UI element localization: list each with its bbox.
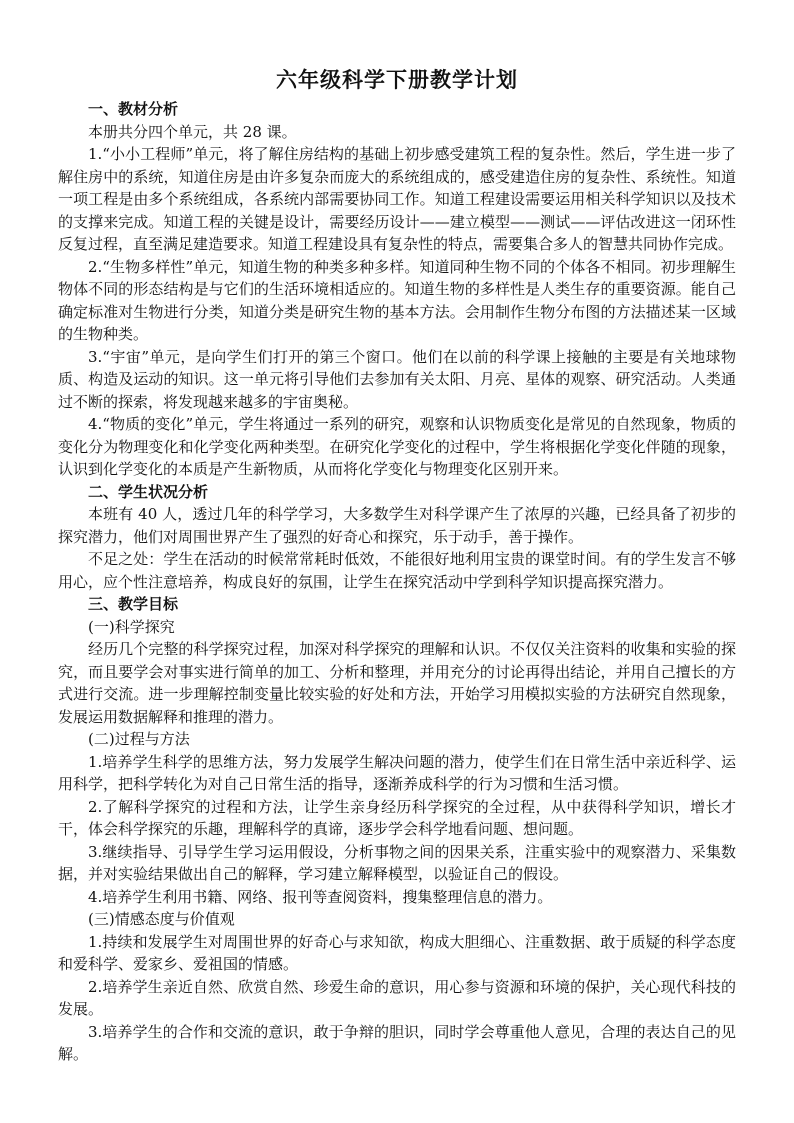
- paragraph: 3.继续指导、引导学生学习运用假设，分析事物之间的因果关系，注重实验中的观察潜力、采集数据，并对实验结果做出自己的解释，学习建立解释模型，以验证自己的假设。: [58, 842, 736, 883]
- paragraph: 本册共分四个单元，共 28 课。: [88, 122, 297, 141]
- subsection-heading-process: (二)过程与方法: [88, 730, 190, 748]
- paragraph: 1.培养学生科学的思维方法，努力发展学生解决问题的潜力，使学生们在日常生活中亲近科学、运用科学，把科学转化为对自己日常生活的指导，逐渐养成科学的行为习惯和生活习惯。: [58, 752, 736, 793]
- paragraph: 2.了解科学探究的过程和方法，让学生亲身经历科学探究的全过程，从中获得科学知识，增长才干，体会科学探究的乐趣，理解科学的真谛，逐步学会科学地看问题、想问题。: [58, 797, 736, 838]
- paragraph: 4.“物质的变化”单元，学生将通过一系列的研究，观察和认识物质变化是常见的自然现象，物质的变化分为物理变化和化学变化两种类型。在研究化学变化的过程中，学生将根据化学变化伴随的现象，认识到化学变化的本质是产生新物质，从而将化学变化与物理变化区别开来。: [58, 415, 736, 478]
- subsection-heading-inquiry: (一)科学探究: [88, 617, 175, 636]
- paragraph: 4.培养学生利用书籍、网络、报刊等查阅资料，搜集整理信息的潜力。: [88, 887, 553, 906]
- paragraph: 本班有 40 人，透过几年的科学学习，大多数学生对科学课产生了浓厚的兴趣，已经具备了初步的探究潜力，他们对周围世界产生了强烈的好奇心和探究，乐于动手，善于操作。: [58, 505, 736, 546]
- paragraph: 1.持续和发展学生对周围世界的好奇心与求知欲，构成大胆细心、注重数据、敢于质疑的科学态度和爱科学、爱家乡、爱祖国的情感。: [58, 932, 736, 973]
- paragraph: 1.“小小工程师”单元，将了解住房结构的基础上初步感受建筑工程的复杂性。然后，学生进一步了解住房中的系统，知道住房是由许多复杂而庞大的系统组成的，感受建造住房的复杂性、系统性。知道一项工程是由多个系统组成，各系统内部需要协同工作。知道工程建设需要运用相关科学知识以及技术的支撑来完成。知道工程的关键是设计，需要经历设计——建立模型——测试——评估改进这一闭环性反复过程，直至满足建造要求。知道工程建设具有复杂性的特点，需要集合多人的智慧共同协作完成。: [58, 145, 736, 253]
- section-heading-goals: 三、教学目标: [88, 595, 179, 613]
- document-title: 六年级科学下册教学计划: [276, 67, 518, 92]
- subsection-heading-attitude: (三)情感态度与价值观: [88, 910, 235, 928]
- paragraph: 经历几个完整的科学探究过程，加深对科学探究的理解和认识。不仅仅关注资料的收集和实验的探究，而且要学会对事实进行简单的加工、分析和整理，并用充分的讨论再得出结论，并用自己擅长的方式进行交流。进一步理解控制变量比较实验的好处和方法，开始学习用模拟实验的方法研究自然现象，发展运用数据解释和推理的潜力。: [58, 640, 736, 726]
- paragraph: 2.培养学生亲近自然、欣赏自然、珍爱生命的意识，用心参与资源和环境的保护，关心现代科技的发展。: [58, 977, 736, 1018]
- section-heading-students: 二、学生状况分析: [88, 482, 209, 501]
- paragraph: 2.“生物多样性”单元，知道生物的种类多种多样。知道同种生物不同的个体各不相同。初步理解生物体不同的形态结构是与它们的生活环境相适应的。知道生物的多样性是人类生存的重要资源。能自己确定标准对生物进行分类，知道分类是研究生物的基本方法。会用制作生物分布图的方法描述某一区域的生物种类。: [58, 257, 736, 343]
- paragraph: 3.培养学生的合作和交流的意识，敢于争辩的胆识，同时学会尊重他人意见，合理的表达自己的见解。: [58, 1022, 736, 1063]
- paragraph: 3.“宇宙”单元，是向学生们打开的第三个窗口。他们在以前的科学课上接触的主要是有关地球物质、构造及运动的知识。这一单元将引导他们去参加有关太阳、月亮、星体的观察、研究活动。人类通过不断的探索，将发现越来越多的宇宙奥秘。: [58, 347, 736, 411]
- section-heading-materials: 一、教材分析: [88, 100, 179, 118]
- paragraph: 不足之处：学生在活动的时候常常耗时低效，不能很好地利用宝贵的课堂时间。有的学生发言不够用心，应个性注意培养，构成良好的氛围，让学生在探究活动中学到科学知识提高探究潜力。: [58, 550, 736, 591]
